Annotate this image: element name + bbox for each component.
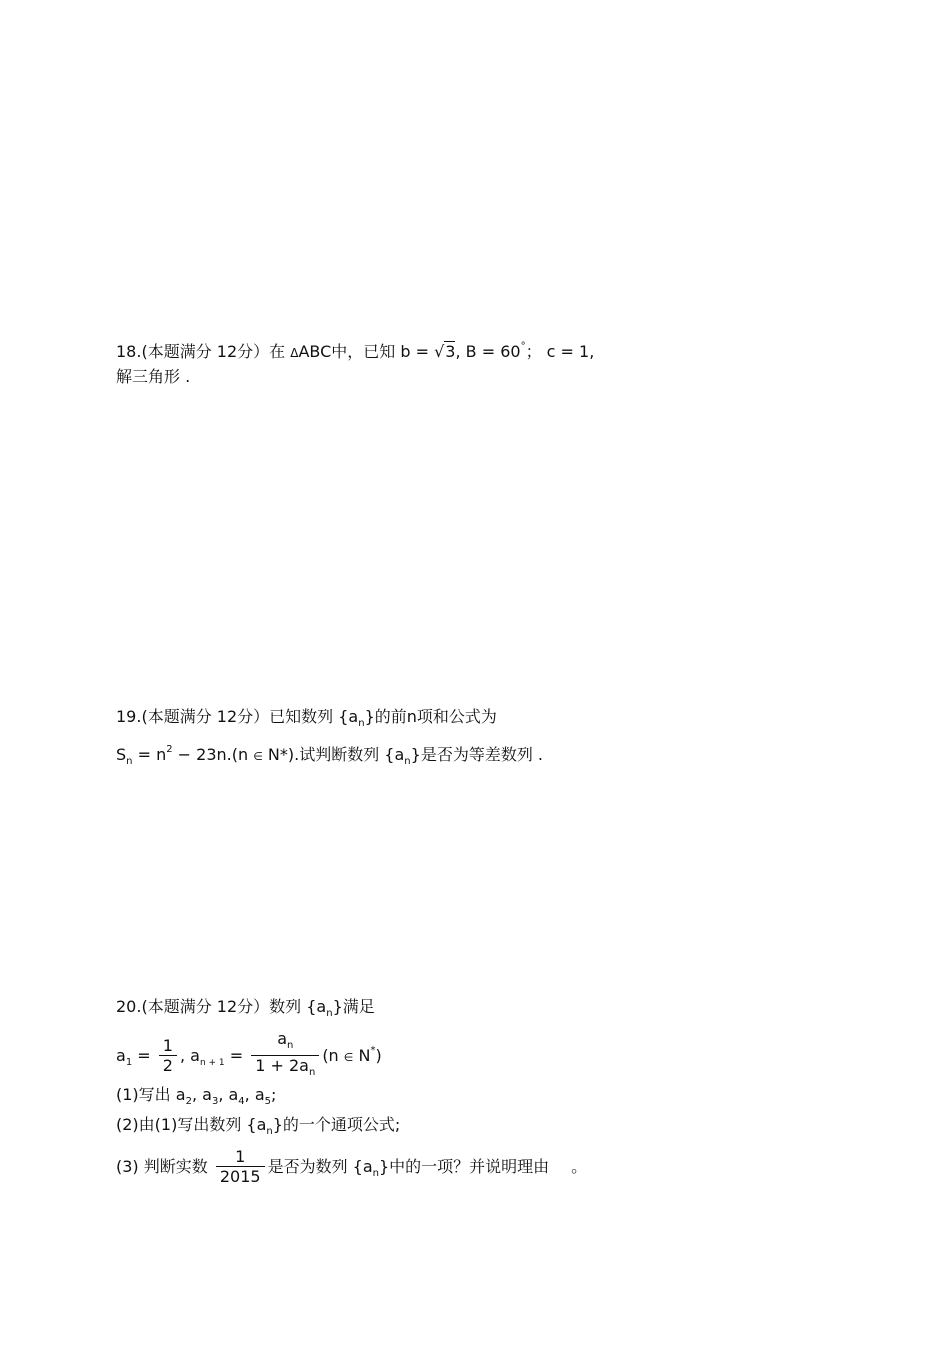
q19-nstar: N*).试判断数列 {a	[262, 745, 405, 764]
triangle-symbol: Δ	[290, 346, 299, 360]
star-superscript: *	[370, 1045, 376, 1056]
subscript: 1	[125, 1057, 133, 1068]
fraction-denominator: 2015	[216, 1166, 265, 1187]
q20-recurrence	[116, 1030, 382, 1083]
eq2: =	[224, 1046, 249, 1065]
q18-mid: , B = 60	[455, 342, 521, 361]
period: 。	[571, 1157, 588, 1176]
q18-head: 18.(本题满分 12分）在	[116, 342, 291, 361]
subscript: n	[404, 756, 411, 767]
sqrt-expression	[434, 342, 455, 362]
fraction-one-half	[159, 1037, 177, 1076]
fraction-denominator: 2	[159, 1055, 177, 1076]
cond-close: )	[375, 1046, 382, 1065]
q20-head: 20.(本题满分 12分）数列 {a	[116, 997, 327, 1016]
subscript: n	[326, 1008, 333, 1019]
part-label: (1)写出	[116, 1085, 176, 1104]
q19-eq: = n	[132, 745, 167, 764]
q20-part-1: (1)写出 $a_2$, $a_3$, $a_4$, $a_5$;	[116, 1085, 277, 1107]
q20-after: }满足	[332, 997, 375, 1016]
q19-line-2	[116, 740, 543, 772]
part-text: (2)由(1)写出数列 {a	[116, 1115, 267, 1134]
fraction-numerator: 1	[235, 1147, 246, 1166]
an1: , a	[179, 1046, 200, 1065]
fraction-1-over-2015	[216, 1148, 265, 1187]
q18-tail: ； c = 1,	[525, 342, 595, 361]
q18-abc: ABC中，已知 b =	[298, 342, 435, 361]
q19-end: }是否为等差数列 .	[410, 745, 543, 764]
element-of-symbol: ∈	[343, 1051, 354, 1064]
cond-N: N	[353, 1046, 371, 1065]
sqrt-radicand: 3	[445, 342, 456, 361]
q19-after: }的前n项和公式为	[364, 707, 497, 726]
a1: a	[116, 1046, 126, 1065]
sqrt-sign: √	[434, 342, 445, 361]
q18-line-2: 解三角形 .	[116, 367, 191, 386]
q19-line-1	[116, 707, 497, 734]
q19-head: 19.(本题满分 12分）已知数列 {a	[116, 707, 359, 726]
fraction-numerator: $a_n$	[277, 1029, 294, 1051]
fraction-recurrence	[251, 1030, 319, 1083]
q18-line-1	[116, 337, 594, 363]
fraction-denominator: $1 + 2a_n$	[251, 1055, 319, 1083]
superscript: 2	[166, 744, 173, 755]
q20-part-3: (3) 判断实数 $\frac{1}{2015}$ 是否为数列 $\{a_n\}$中的一项？并说明理由 。	[116, 1147, 588, 1186]
eq1: =	[132, 1046, 156, 1065]
q19-rest: − 23n.(n	[172, 745, 254, 764]
subscript: n	[358, 718, 365, 729]
element-of-symbol: ∈	[253, 750, 263, 763]
part-label: (3) 判断实数	[116, 1157, 213, 1176]
subscript: n + 1	[199, 1058, 225, 1068]
q20-line-1	[116, 997, 375, 1024]
q20-part-2: (2)由(1)写出数列 $\{a_n\}$的一个通项公式;	[116, 1115, 401, 1137]
subscript: n	[126, 756, 133, 767]
fraction-numerator: 1	[162, 1036, 173, 1055]
degree-symbol: °	[520, 341, 526, 352]
q19-S: S	[116, 745, 127, 764]
cond-open: (n	[322, 1046, 344, 1065]
